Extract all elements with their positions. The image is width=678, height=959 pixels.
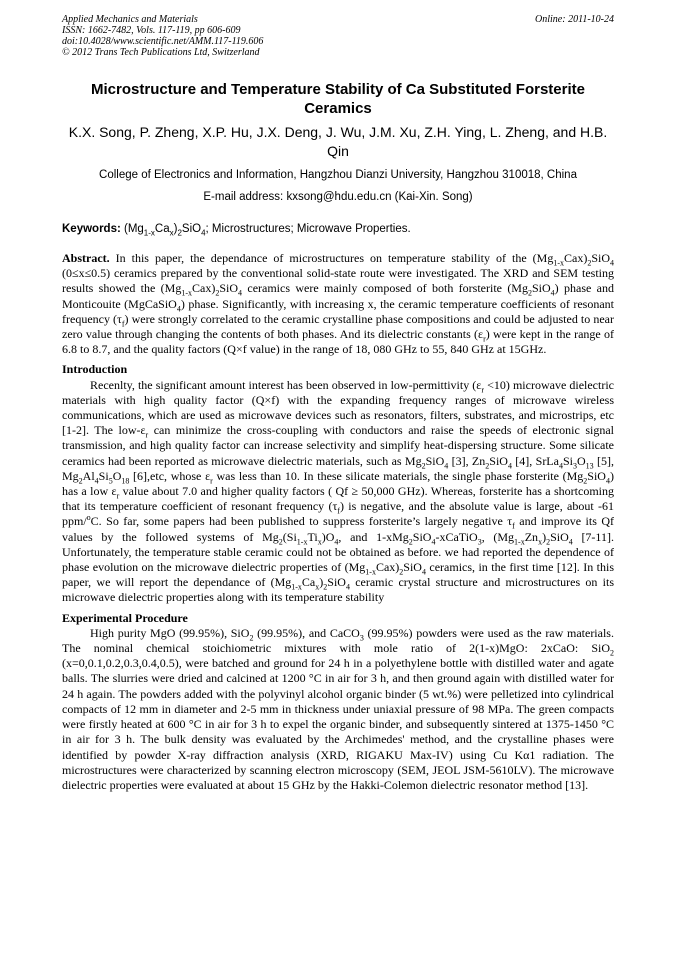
publication-meta xyxy=(62,14,614,58)
paper-title: Microstructure and Temperature Stability of Ca Substituted Forsterite Ceramics xyxy=(91,81,585,117)
author-list: K.X. Song, P. Zheng, X.P. Hu, J.X. Deng, J. Wu, J.M. Xu, Z.H. Ying, L. Zheng, and H.B. Qin xyxy=(68,124,608,159)
keywords-label: Keywords: xyxy=(62,223,121,235)
experimental-paragraph: High purity MgO (99.95%), SiO$_2$ (99.95%), and CaCO$_3$ (99.95%) powders were used as the raw materials. The nominal chemical stoichiometric mixtures with mole ratio of 2(1-x)MgO: 2xCaO: SiO$_2$ (x=0,0.1,0.2,0.3,0.4,0.5), were batched and ground for 24 h in a polyethylene bottle with distilled water and agate balls. The slurries were dried and calcined at 1200 °C in air for 3 h, and then ground again with distilled water for 24 h again. The powders added with the polyvinyl alcohol organic binder (5 wt.%) were pelletized into cylindrical compacts of 12 mm in diameter and 2-5 mm in thickness under uniaxial pressure of 98 MPa. The green compacts were firstly heated at 600 °C in air for 3 h to expel the organic binder, and subsequently sintered at 1375-1450 °C in air for 3 h. The bulk density was evaluated by the Archimedes' method, and the crystalline phases were identified by powder X-ray diffraction analysis (XRD, RIGAKU Max-IV) using Cu Kα1 radiation. The microstructures were characterized by scanning electron microscopy (SEM, JEOL JSM-5610LV). The microwave dielectric properties were evaluated at about 15 GHz by the Hakki-Colemon dielectric resonator method [13]. xyxy=(62,625,614,792)
introduction-paragraph: Recenlty, the significant amount interest has been observed in low-permittivity $(\varepsilon_r <10)$ microwave dielectric materials with high quality factor (Q×f) with the expanding frequency ranges of microwave wireless communications, which are used as microwave devices such as resonators, filters, substrates, and microstrips, etc [1-2]. The low-$\varepsilon_r$ can minimize the cross-coupling with conductors and raise the speeds of electronic signal transmission, and high quality factor can increase selectivity and simplify heat-dispersing structure. Some silicate ceramics had been reported as microwave dielectric materials, such as $Mg_2SiO_4$ [3], $Zn_2SiO_4$ [4], $SrLa_4Si_3O_{13}$ [5], $Mg_2Al_4Si_5O_{18}$ [6],etc, whose $\varepsilon_r$ was less than 10. In these silicate materials, the single phase forsterite $(Mg_2SiO_4)$ has a low $\varepsilon_r$ value about 7.0 and higher quality factors ( Qf ≥ 50,000 GHz). Whereas, forsterite has a shortcoming that its temperature coefficient of resonant frequency $(\tau_f)$ is negative, and the absolute value is large, about -61 ppm/$^o$C. So far, some papers had been published to suppress forsterite’s largely negative $\tau_f$ and improve its Qf values by the followed systems of $Mg_2(Si_{1-x}Ti_x)O_4$, and 1-xMg$_2$SiO$_4$-xCaTiO$_3$, $(Mg_{1-x}Zn_x)_2SiO_4$ [7-11]. Unfortunately, the temperature stable ceramic could not be obtained as before. we had reported the dependence of phase evolution on the microwave dielectric properties of $(Mg_{1-x}Cax)_2SiO_4$ ceramics, in the first time [12]. In this paper, we will report the dependance of $(Mg_{1-x}Ca_x)_2SiO_4$ ceramic crystal structure and microstructures on its microwave dielectric properties along with its temperature stability xyxy=(62,377,615,605)
abstract-label: Abstract. xyxy=(62,251,110,265)
paper-page xyxy=(62,14,614,793)
abstract: Abstract. In this paper, the dependance of microstructures on temperature stability of the $(Mg_{1-x}Cax)_2SiO_4$ (0≤x≤0.5) ceramics prepared by the conventional solid-state route were investigated. The XRD and SEM testing results showed the $(Mg_{1-x}Cax)_2SiO_4$ ceramics were mainly composed of both forsterite $(Mg_2SiO_4)$ phase and Monticouite (MgCaSiO$_4$) phase. Significantly, with increasing x, the ceramic temperature coefficients of resonant frequency $(\tau_f)$ were strongly correlated to the ceramic crystalline phase compositions and could be adjusted to near zero value through changing the contents of both phases. And its dielectric constants $(\varepsilon_r)$ were kept in the range of 6.8 to 8.7, and the quality factors (Q×f value) in the range of 18, 080 GHz to 55, 840 GHz at 15GHz. xyxy=(62,251,614,357)
journal-name: Applied Mechanics and Materials xyxy=(62,14,198,25)
issn-line: ISSN: 1662-7482, Vols. 117-119, pp 606-609 xyxy=(62,25,241,36)
copyright-line: © 2012 Trans Tech Publications Ltd, Switzerland xyxy=(62,47,260,58)
affiliation: College of Electronics and Information, Hangzhou Dianzi University, Hangzhou 310018, China xyxy=(99,169,577,181)
section-heading-introduction: Introduction xyxy=(62,362,128,377)
section-heading-experimental: Experimental Procedure xyxy=(62,610,188,625)
contact-email: E-mail address: kxsong@hdu.edu.cn (Kai-Xin. Song) xyxy=(203,191,473,203)
keywords: Keywords: $(Mg_{1-x}Ca_x)_2SiO_4$; Microstructures; Microwave Properties. xyxy=(62,223,411,238)
doi-line: doi:10.4028/www.scientific.net/AMM.117-119.606 xyxy=(62,36,264,47)
online-date: Online: 2011-10-24 xyxy=(535,14,614,25)
